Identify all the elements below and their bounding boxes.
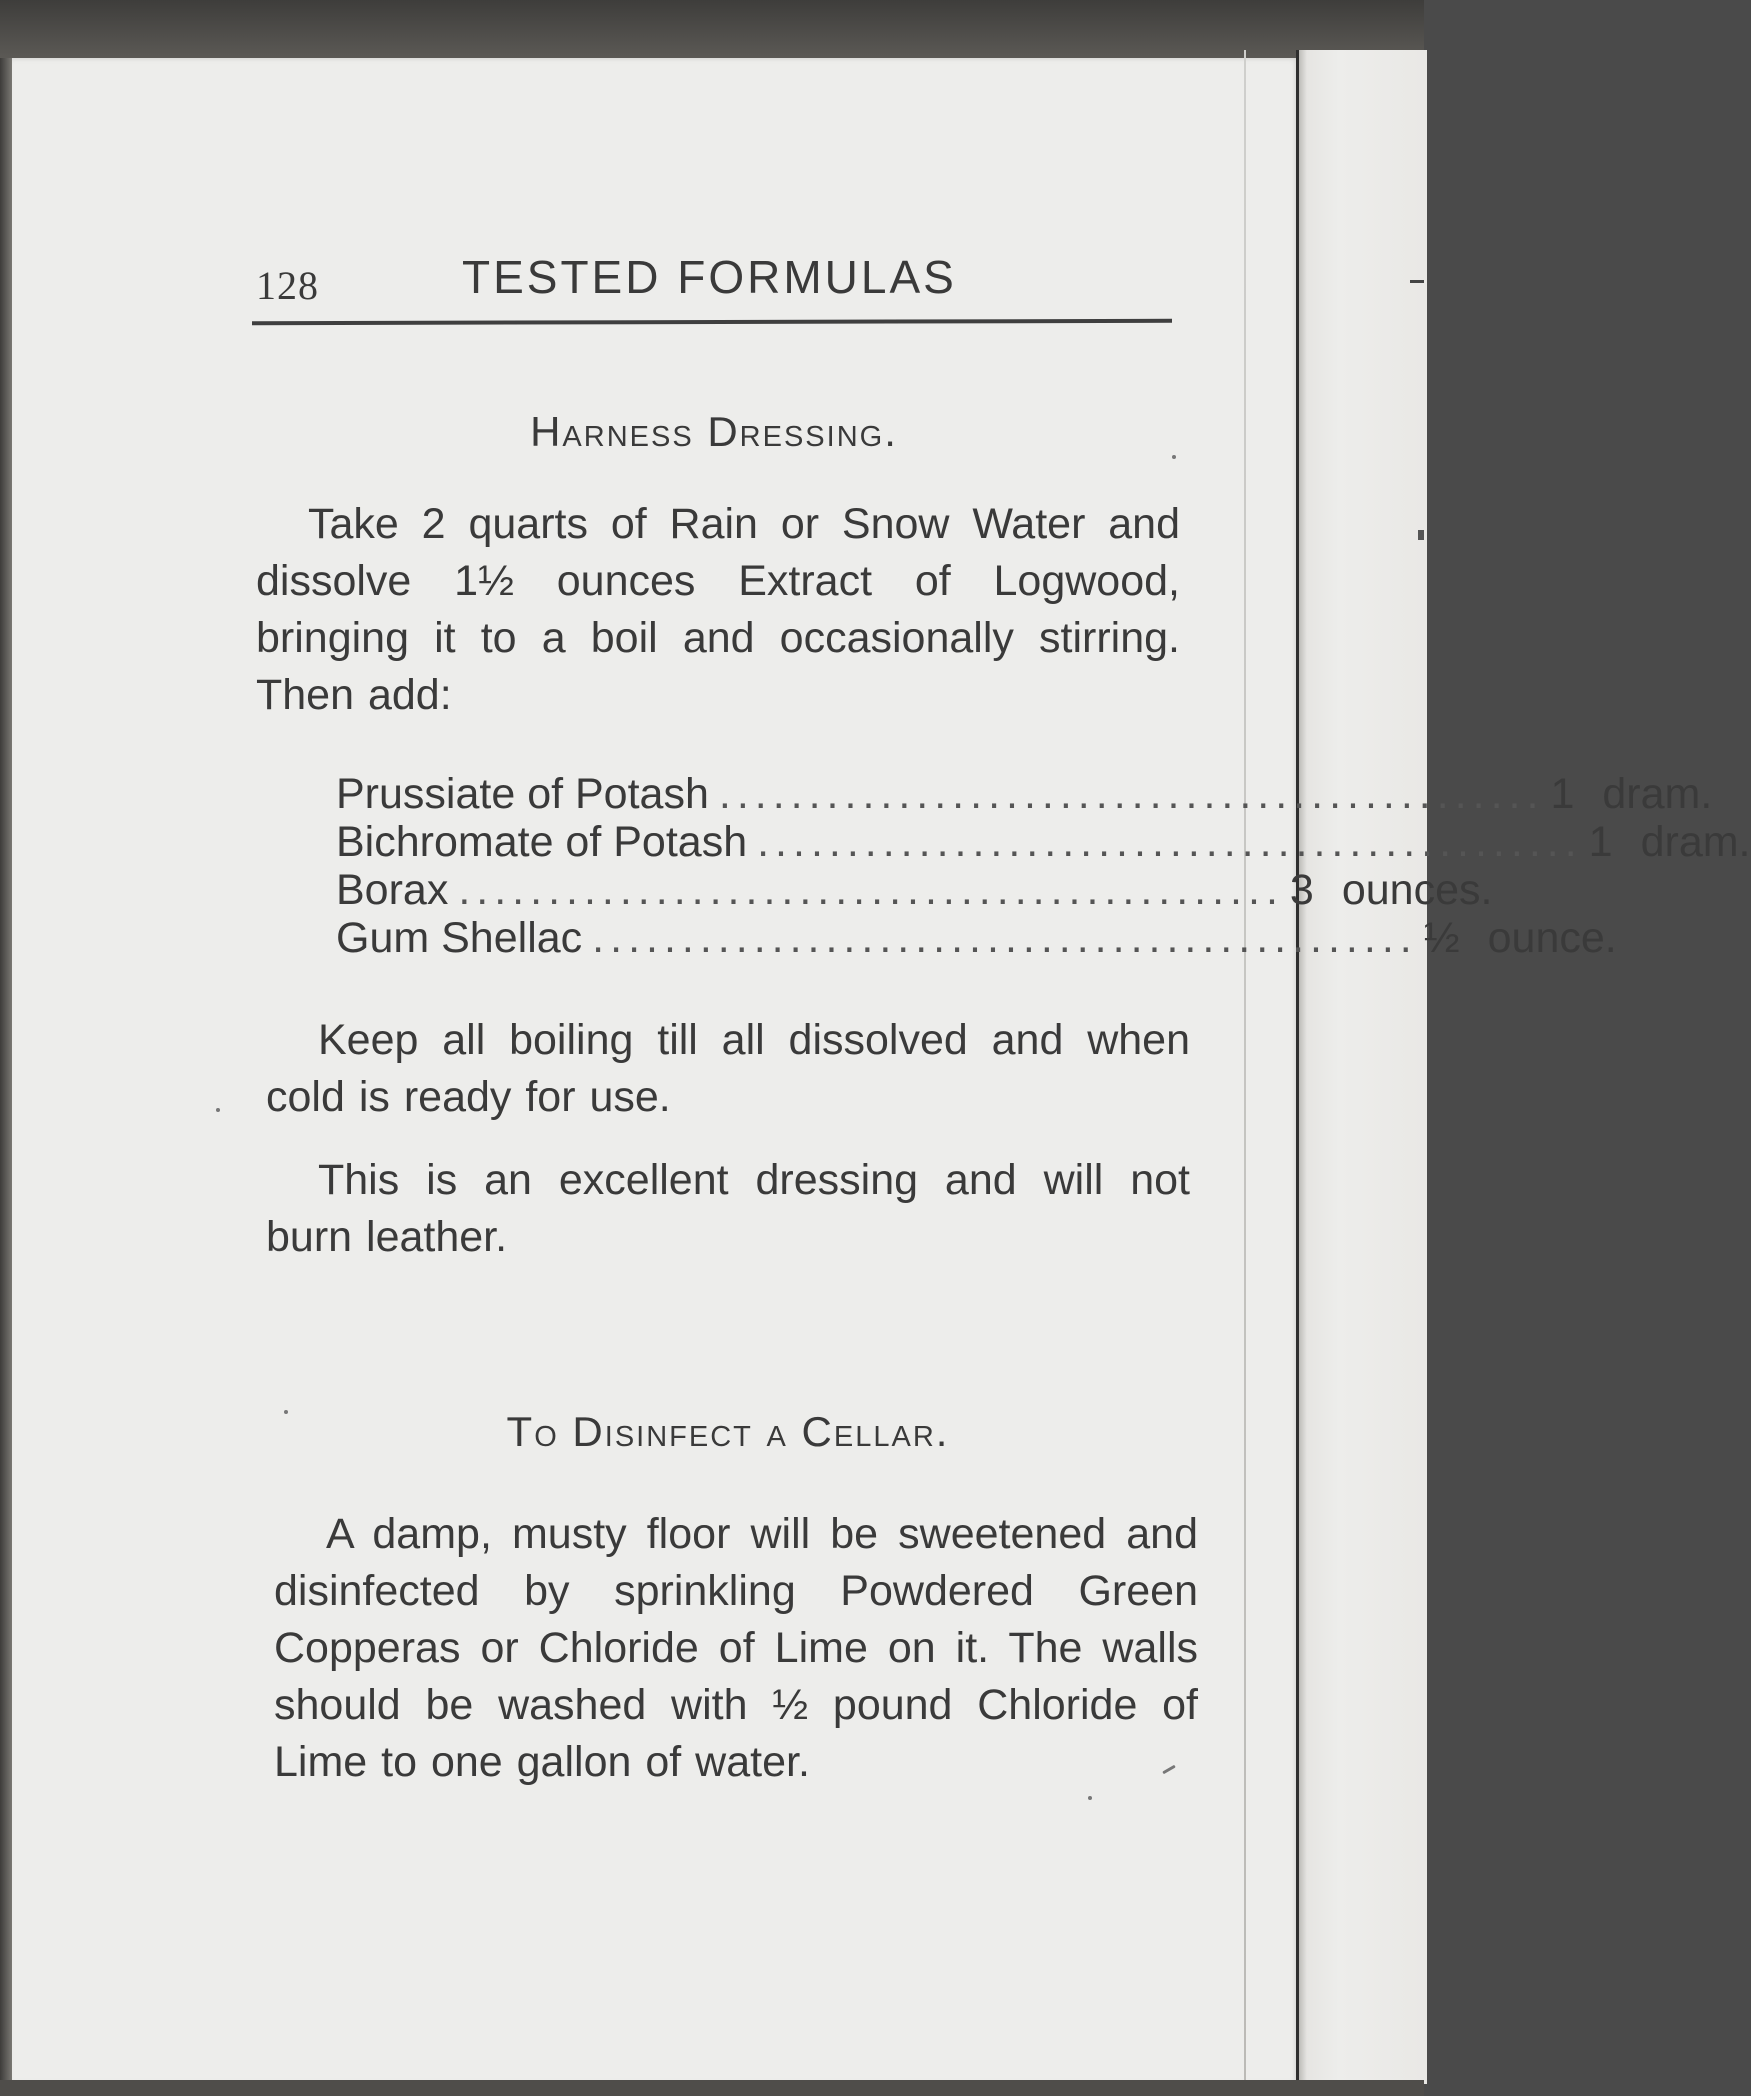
ingredient-name: Gum Shellac bbox=[336, 914, 583, 962]
ingredient-name: Borax bbox=[336, 866, 449, 914]
ingredient-qty: 1 bbox=[1550, 770, 1575, 818]
scan-left-edge bbox=[0, 58, 12, 2088]
ingredient-name: Bichromate of Potash bbox=[336, 818, 748, 866]
ingredient-unit: ounces. bbox=[1341, 866, 1493, 914]
ingredient-name: Prussiate of Potash bbox=[336, 770, 709, 818]
scan-bottom-edge bbox=[0, 2080, 1424, 2096]
ingredient-unit: ounce. bbox=[1487, 914, 1617, 962]
leader-dots: .............................................. bbox=[718, 770, 1545, 818]
adjacent-page bbox=[1296, 50, 1427, 2084]
paper-speck bbox=[1088, 1796, 1092, 1800]
page-fold-line bbox=[1244, 50, 1246, 2084]
ingredient-row bbox=[336, 770, 1713, 818]
ingredient-row bbox=[336, 866, 1493, 914]
ingredient-unit: dram. bbox=[1640, 818, 1751, 866]
section-heading: To Disinfect a Cellar. bbox=[506, 1408, 950, 1455]
adjacent-page-mark bbox=[1418, 530, 1424, 540]
adjacent-page-mark bbox=[1410, 280, 1424, 283]
ingredient-qty: ½ bbox=[1423, 914, 1460, 962]
page-header bbox=[256, 248, 1172, 308]
body-paragraph: Keep all boiling till all dissolved and when cold is ready for use. bbox=[266, 1016, 1190, 1121]
leader-dots: .............................................. bbox=[458, 866, 1284, 914]
leader-dots: .............................................. bbox=[592, 914, 1418, 962]
leader-dots: .............................................. bbox=[757, 818, 1583, 866]
body-paragraph: A damp, musty floor will be sweetened and disinfected by sprinkling Powdered Green Copperas or Chloride of Lime on it. The walls should be washed with ½ pound Chloride of Lime to one gallon of water. bbox=[274, 1510, 1198, 1786]
ingredient-list bbox=[336, 770, 1751, 962]
body-paragraph: This is an excellent dressing and will not burn leather. bbox=[266, 1156, 1190, 1261]
scan-top-edge bbox=[0, 0, 1424, 58]
ingredient-row bbox=[336, 818, 1751, 866]
ingredient-qty: 1 bbox=[1588, 818, 1613, 866]
page-number: 128 bbox=[256, 263, 319, 308]
section-heading: Harness Dressing. bbox=[530, 408, 898, 455]
paper-speck bbox=[216, 1108, 220, 1112]
intro-paragraph: Take 2 quarts of Rain or Snow Water and dissolve 1½ ounces Extract of Logwood, bringing it to a boil and occasionally stirring. Then add: bbox=[256, 500, 1180, 719]
running-title: TESTED FORMULAS bbox=[462, 251, 957, 303]
ingredient-unit: dram. bbox=[1602, 770, 1713, 818]
paper-speck bbox=[284, 1410, 288, 1414]
ingredient-qty: 3 bbox=[1289, 866, 1314, 914]
ingredient-row bbox=[336, 914, 1617, 962]
paper-speck bbox=[1172, 455, 1176, 459]
